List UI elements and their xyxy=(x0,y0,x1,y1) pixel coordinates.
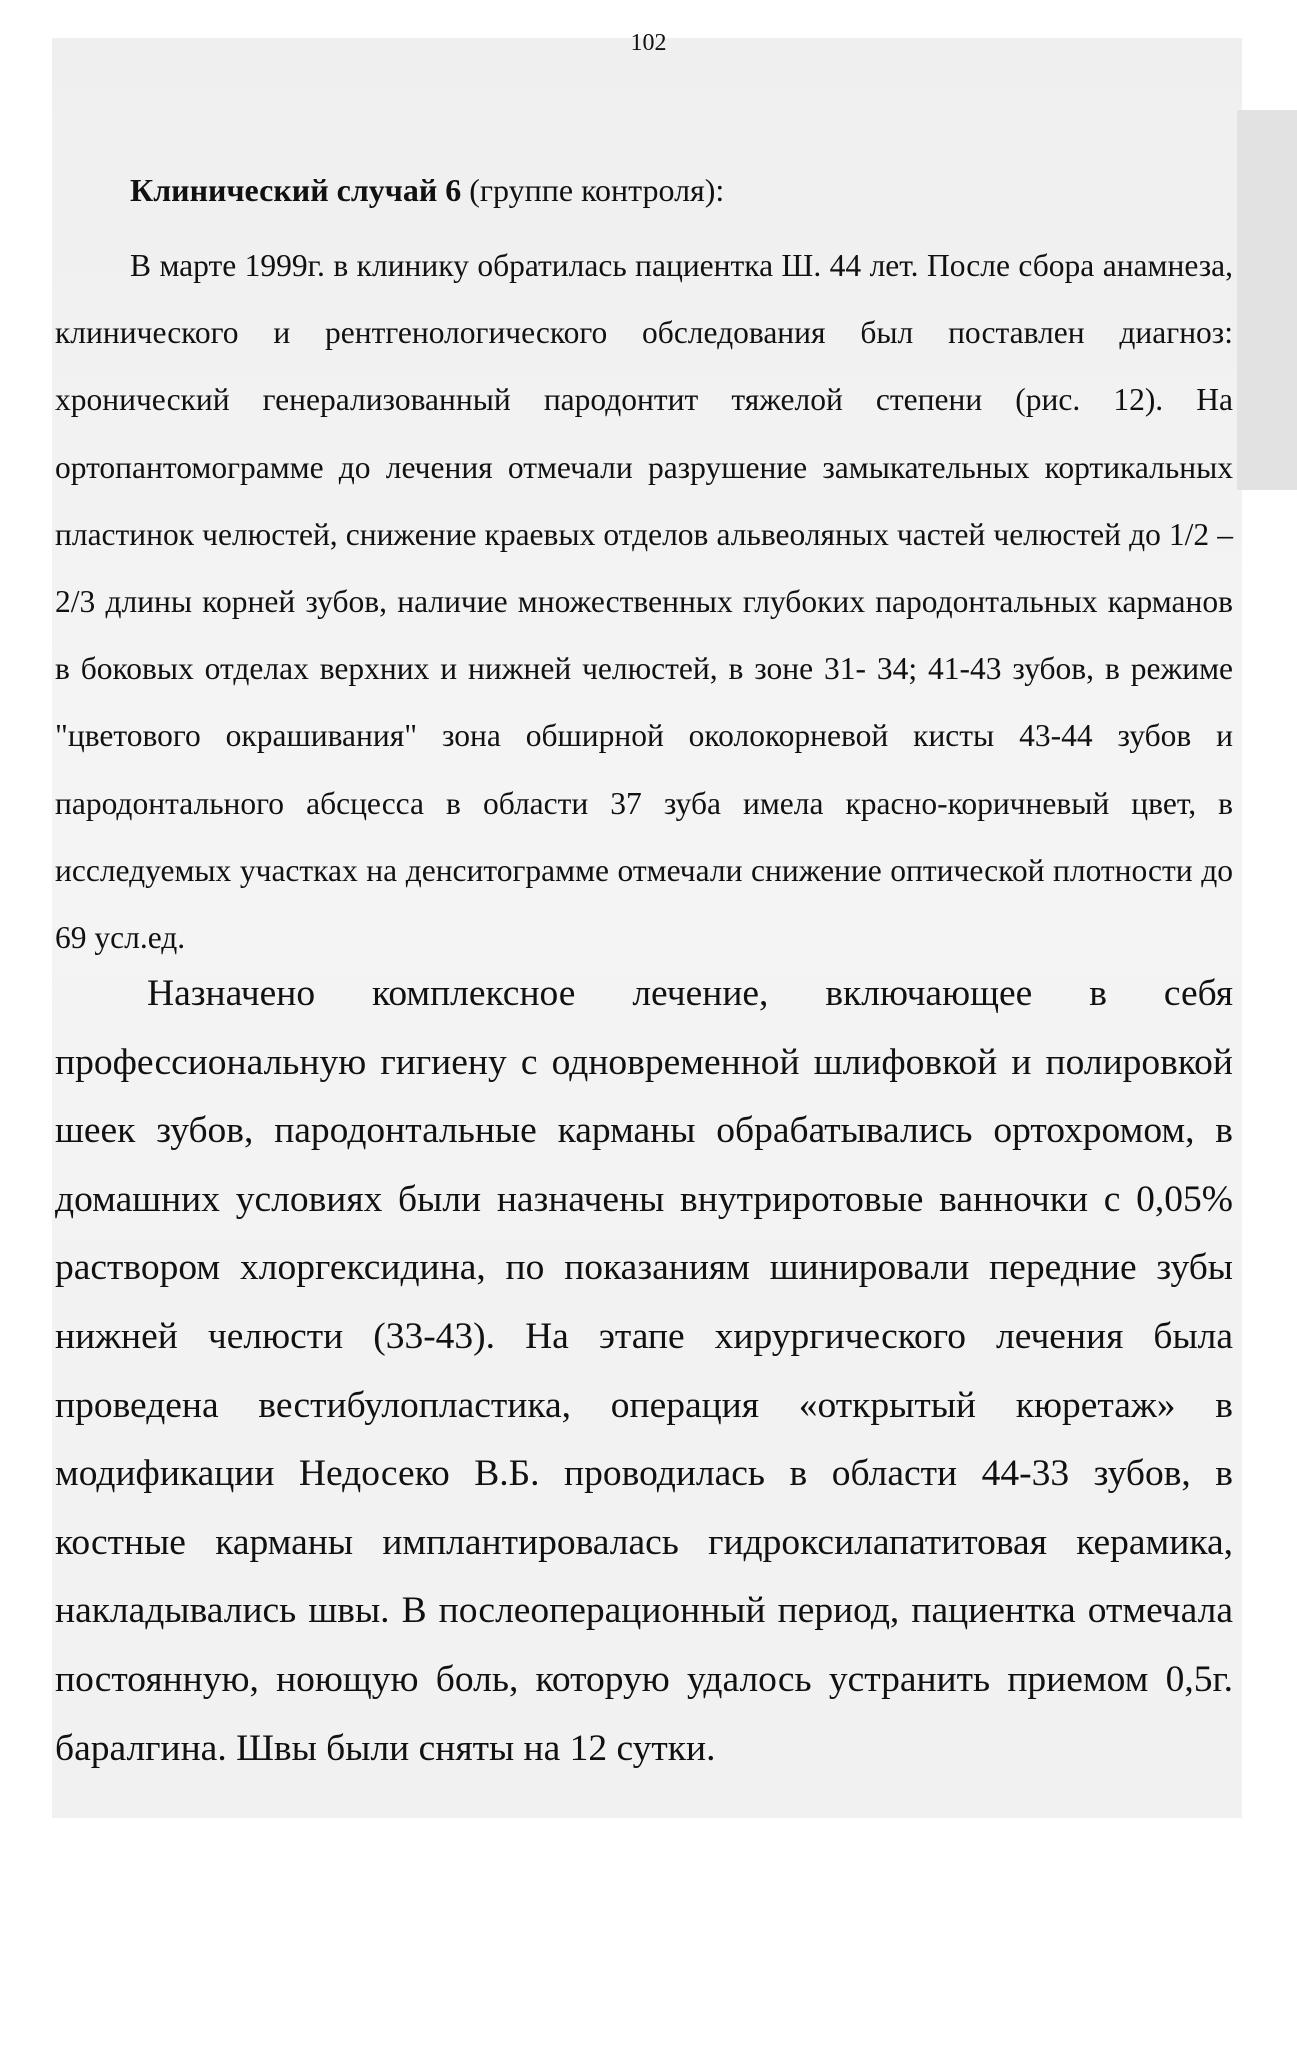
case-heading-bold: Клинический случай 6 xyxy=(130,172,462,208)
scan-shadow-strip xyxy=(1237,110,1297,490)
case-description-paragraph: В марте 1999г. в клинику обратилась пациентка Ш. 44 лет. После сбора анамнеза, клинического и рентгенологического обследования был поставлен диагноз: хронический генерализованный пародонтит тяжелой степени (рис. 12). На ортопантомограмме до лечения отмечали разрушение замыкательных кортикальных пластинок челюстей, снижение краевых отделов альвеоляных частей челюстей до 1/2 – 2/3 длины корней зубов, наличие множественных глубоких пародонтальных карманов в боковых отделах верхних и нижней челюстей, в зоне 31- 34; 41-43 зубов, в режиме "цветового окрашивания" зона обширной околокорневой кисты 43-44 зубов и пародонтального абсцесса в области 37 зуба имела красно-коричневый цвет, в исследуемых участках на денситограмме отмечали снижение оптической плотности до 69 усл.ед. xyxy=(55,248,1233,956)
page-number: 102 xyxy=(630,30,667,56)
case-heading xyxy=(130,172,1297,209)
case-heading-rest: (группе контроля): xyxy=(461,172,725,208)
treatment-paragraph: Назначено комплексное лечение, включающее в себя профессиональную гигиену с одновременной шлифовкой и полировкой шеек зубов, пародонтальные карманы обрабатывались ортохромом, в домашних условиях были назначены внутриротовые ванночки с 0,05% раствором хлоргексидина, по показаниям шинировали передние зубы нижней челюсти (33-43). На этапе хирургического лечения была проведена вестибулопластика, операция «открытый кюретаж» в модификации Недосеко В.Б. проводилась в области 44-33 зубов, в костные карманы имплантировалась гидроксилапатитовая керамика, накладывались швы. В послеоперационный период, пациентка отмечала постоянную, ноющую боль, которую удалось устранить приемом 0,5г. баралгина. Швы были сняты на 12 сутки. xyxy=(55,973,1233,1769)
